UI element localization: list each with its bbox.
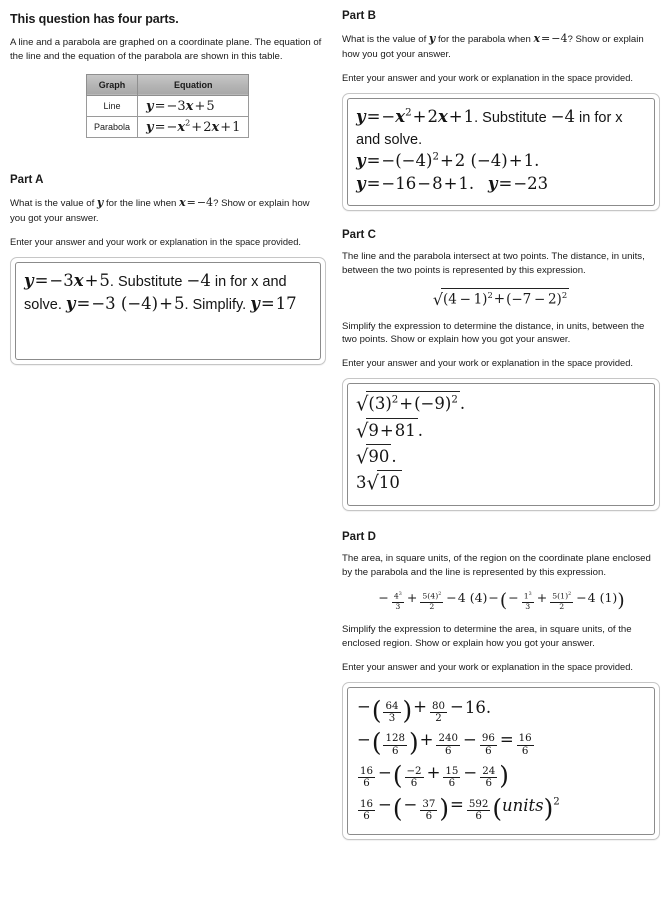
part-b-heading: Part B (342, 10, 376, 22)
part-c-answer-box[interactable] (342, 378, 660, 511)
part-d-answer-line-1: −( $\frac{64}{3}$ )+ $\frac{80}{2}$ −16. (357, 695, 492, 725)
part-a-enter-prompt: Enter your answer and your work or explanation in the space provided. (10, 236, 301, 247)
column-header-equation: Equation (138, 74, 249, 95)
table-header-row (87, 74, 249, 95)
part-b-question-mid: for the parabola when (435, 34, 534, 45)
part-d-answer-line-4: $\frac{16}{6}$ −(− $\frac{37}{6}$ )= $\frac{592}{6}$ (units)$^2$ (360, 793, 560, 823)
part-d-answer-line-3: $\frac{16}{6}$ −( $\frac{-2}{6}$ + $\frac{15}{6}$ − $\frac{24}{6}$ ) (360, 760, 509, 790)
cell-graph-line: Line (87, 95, 138, 116)
part-d-enter-prompt: Enter your answer and your work or explanation in the space provided. (342, 661, 633, 672)
part-c-answer-line-3: √90 . (356, 445, 397, 469)
part-a-question (10, 195, 326, 226)
part-d-answer-box[interactable] (342, 682, 660, 841)
question-intro: A line and a parabola are graphed on a coordinate plane. The equation of the line and the equation of the parabola are shown in this table. (10, 37, 322, 62)
part-d-answer-field[interactable] (347, 687, 655, 836)
part-d-heading: Part D (342, 531, 376, 544)
part-b-var-y: y (428, 32, 436, 45)
part-a-question-mid: for the line when (103, 198, 180, 210)
part-c-intro: The line and the parabola intersect at two points. The distance, in units, between the two points is represented by this expression. (342, 250, 645, 276)
left-column (0, 0, 334, 920)
part-a-answer-text: y=−3x+5. Substitute −4 in for x and solve. y=−3 (−4)+5. Simplify. y=17 (24, 271, 297, 313)
table-row (87, 95, 249, 116)
part-c-enter-prompt: Enter your answer and your work or explanation in the space provided. (342, 358, 633, 369)
column-header-graph: Graph (87, 74, 138, 95)
part-a-heading: Part A (10, 174, 44, 187)
part-a-condition: x=−4 (179, 196, 214, 210)
equation-table-wrapper (86, 74, 326, 138)
cell-graph-parabola: Parabola (87, 116, 138, 137)
part-a-answer-field[interactable] (15, 262, 321, 360)
part-b-question-post: ? Show or explain how you got your answer. (342, 34, 644, 60)
part-c-expression: $√(4 - 1)^2+(-7 - 2)^2$ (432, 289, 568, 309)
table-row (87, 116, 249, 137)
right-column (334, 0, 668, 920)
part-a-question-pre: What is the value of (10, 198, 97, 210)
part-a-question-post: ? Show or explain how you got your answer. (10, 198, 310, 225)
part-d-answer-line-2: −( $\frac{128}{6}$ )+ $\frac{240}{6}$ − $\frac{96}{6}$ = $\frac{16}{6}$ (357, 728, 532, 758)
part-b-answer-line-1: $y=-x^2+2x+1$. Substitute −4 in for x and solve. (356, 106, 623, 148)
part-a-var-y: y (96, 196, 104, 210)
part-d-expression: − $\frac{4^3}{3}$ + $\frac{5(4)^2}{2}$ −4 (4)−(− $\frac{1^3}{3}$ + $\frac{5(1)^2}{2}$ −4 (1)) (378, 590, 625, 612)
part-c-instruction: Simplify the expression to determine the distance, in units, between the two points. Show or explain how you got your answer. (342, 320, 645, 346)
part-b-answer-line-3: y=−16−8+1. y=−23 (356, 174, 549, 194)
page-title: This question has four parts. (10, 12, 179, 26)
part-a-answer-box[interactable] (10, 257, 326, 365)
equation-table (86, 74, 249, 138)
part-c-answer-field[interactable] (347, 383, 655, 506)
part-b-answer-field[interactable] (347, 98, 655, 206)
part-b-enter-prompt: Enter your answer and your work or explanation in the space provided. (342, 72, 633, 83)
part-b-question-pre: What is the value of (342, 34, 429, 45)
part-c-answer-line-4: 3√10 (356, 471, 400, 495)
cell-equation-line: y=−3x+5 (138, 95, 249, 116)
part-b-question (342, 31, 660, 62)
part-c-answer-line-1: $√(3)^2+(-9)^2$ . (356, 392, 466, 416)
cell-equation-parabola: $y=-x^2+2x+1$ (138, 116, 249, 137)
part-b-answer-box[interactable] (342, 93, 660, 211)
part-d-intro: The area, in square units, of the region on the coordinate plane enclosed by the parabola and the line is represented by this expression. (342, 553, 651, 579)
part-b-condition: x=−4 (533, 32, 568, 45)
part-d-instruction: Simplify the expression to determine the area, in square units, of the enclosed region. Show or explain how you got your answer. (342, 623, 632, 649)
part-c-answer-line-2: √9+81 . (356, 419, 423, 443)
part-c-heading: Part C (342, 228, 376, 241)
part-b-answer-line-2: $y=-(-4)^2+2$ (−4)+1. (356, 151, 540, 171)
